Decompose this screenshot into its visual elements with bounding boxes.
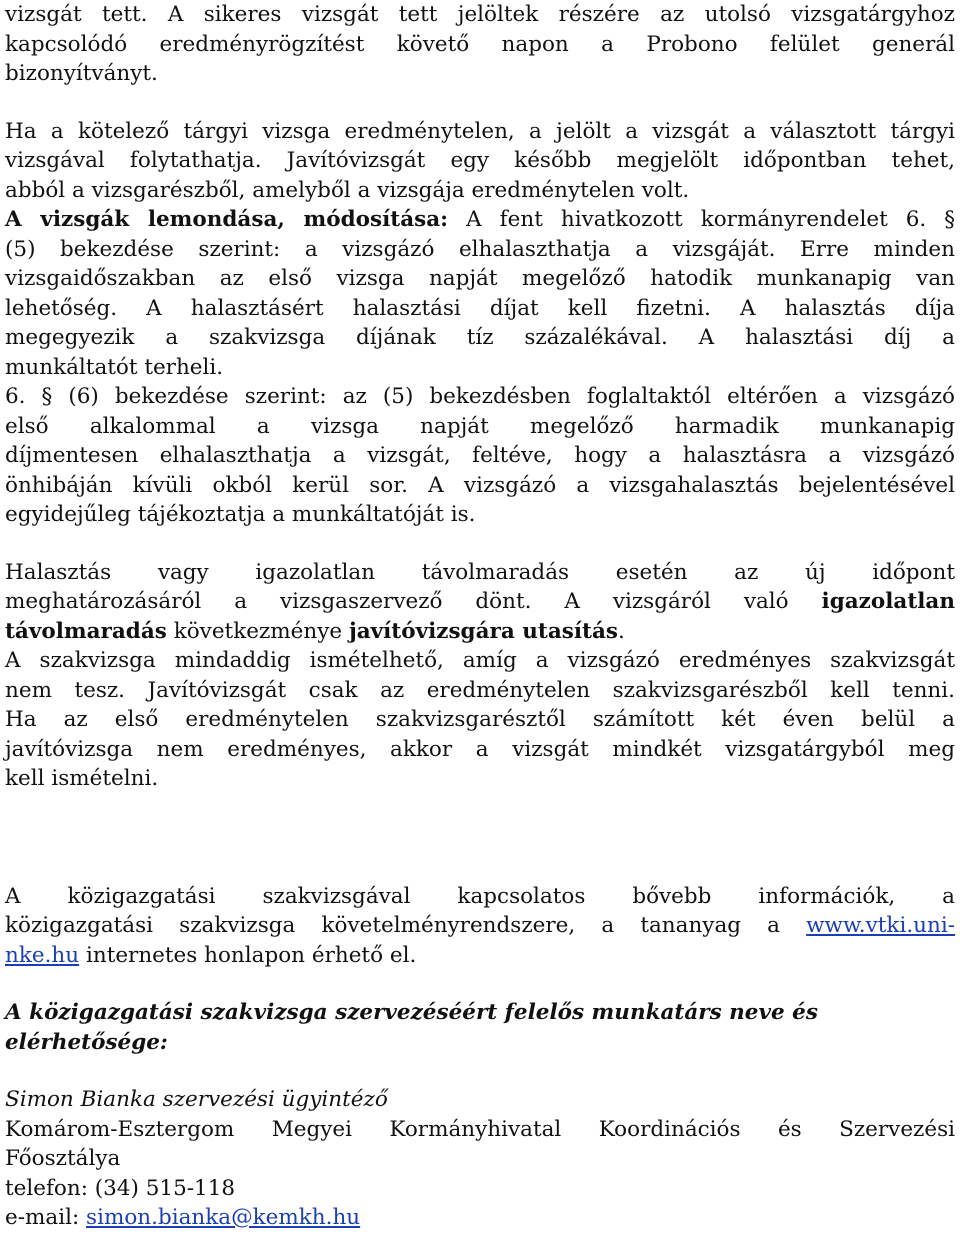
text-line: megegyezik a szakvizsga díjának tíz százalékával. A halasztási díj a xyxy=(5,325,955,350)
contact-email: e-mail: simon.bianka@kemkh.hu xyxy=(5,1205,361,1230)
text-line: vizsgát tett. A sikeres vizsgát tett jelöltek részére az utolsó vizsgatárgyhoz xyxy=(5,2,955,27)
paragraph-certificate xyxy=(5,0,955,89)
text-line: első alkalommal a vizsga napját megelőző harmadik munkanapig xyxy=(5,413,955,439)
text-line: abból a vizsgarészből, amelyből a vizsgája eredménytelen volt. xyxy=(5,177,690,203)
text-line: 6. § (6) bekezdése szerint: az (5) bekezdésben foglaltaktól eltérően a vizsgázó xyxy=(5,384,955,409)
document-page xyxy=(5,0,955,1233)
text-line: kell ismételni. xyxy=(5,766,159,791)
text-line: A vizsgák lemondása, módosítása: A fent hivatkozott kormányrendelet 6. § xyxy=(5,207,956,232)
text-line: vizsgával folytathatja. Javítóvizsgát egy később megjelölt időpontban tehet, xyxy=(5,148,955,173)
paragraph-absence xyxy=(5,558,955,647)
paragraph-retake xyxy=(5,117,955,206)
text-line: javítóvizsga nem eredményes, akkor a vizsgát mindkét vizsgatárgyból meg xyxy=(5,736,955,762)
contact-phone: telefon: (34) 515-118 xyxy=(5,1175,236,1201)
contact-heading xyxy=(5,998,955,1057)
text-line: A szakvizsga mindaddig ismételhető, amíg a vizsgázó eredményes szakvizsgát xyxy=(5,648,955,673)
text-line: önhibáján kívüli okból kerül sor. A vizsgázó a vizsgahalasztás bejelentésével xyxy=(5,472,955,498)
text-line: Halasztás vagy igazolatlan távolmaradás esetén az új időpont xyxy=(5,559,955,585)
text-line: vizsgaidőszakban az első vizsga napját megelőző hatodik munkanapig van xyxy=(5,266,955,291)
email-link[interactable]: simon.bianka@kemkh.hu xyxy=(86,1205,361,1230)
text-line: Ha az első eredménytelen szakvizsgarésztől számított két éven belül a xyxy=(5,707,955,732)
text-line: kapcsolódó eredményrögzítést követő napon a Probono felület generál xyxy=(5,31,955,57)
text-line: lehetőség. A halasztásért halasztási díjat kell fizetni. A halasztás díja xyxy=(5,295,955,321)
paragraph-free-postponement xyxy=(5,382,955,530)
text-line: távolmaradás következménye javítóvizsgára utasítás. xyxy=(5,618,625,644)
text-line: közigazgatási szakvizsga követelményrendszere, a tananyag a www.vtki.uni- xyxy=(5,913,955,938)
section-heading: A vizsgák lemondása, módosítása: xyxy=(5,207,449,232)
text-line: A közigazgatási szakvizsgával kapcsolatos bővebb információk, a xyxy=(5,883,955,909)
text-line: Ha a kötelező tárgyi vizsga eredménytelen, a jelölt a vizsgát a választott tárgyi xyxy=(5,118,955,144)
text-line: díjmentesen elhalaszthatja a vizsgát, feltéve, hogy a halasztásra a vizsgázó xyxy=(5,443,955,468)
website-link[interactable]: nke.hu xyxy=(5,942,80,968)
text-line: bizonyítványt. xyxy=(5,61,158,86)
contact-name: Simon Bianka szervezési ügyintéző xyxy=(5,1087,388,1112)
text-line: egyidejűleg tájékoztatja a munkáltatóját is. xyxy=(5,502,476,527)
paragraph-cancellation xyxy=(5,205,955,382)
text-line: elérhetősége: xyxy=(5,1029,168,1055)
contact-organization: Főosztálya xyxy=(5,1146,121,1171)
website-link[interactable]: www.vtki.uni- xyxy=(806,913,955,938)
text-line: A közigazgatási szakvizsga szervezéséért felelős munkatárs neve és xyxy=(5,1000,818,1025)
paragraph-more-info xyxy=(5,882,955,971)
text-line: meghatározásáról a vizsgaszervező dönt. A vizsgáról való igazolatlan xyxy=(5,589,955,614)
text-line: nem tesz. Javítóvizsgát csak az eredménytelen szakvizsgarészből kell tenni. xyxy=(5,677,955,703)
text-line: munkáltatót terheli. xyxy=(5,354,224,380)
contact-organization: Komárom-Esztergom Megyei Kormányhivatal Koordinációs és Szervezési xyxy=(5,1116,955,1142)
text-line: (5) bekezdése szerint: a vizsgázó elhalaszthatja a vizsgáját. Erre minden xyxy=(5,236,955,262)
paragraph-repeat xyxy=(5,646,955,794)
contact-details xyxy=(5,1085,955,1233)
text-line: nke.hu internetes honlapon érhető el. xyxy=(5,942,417,968)
